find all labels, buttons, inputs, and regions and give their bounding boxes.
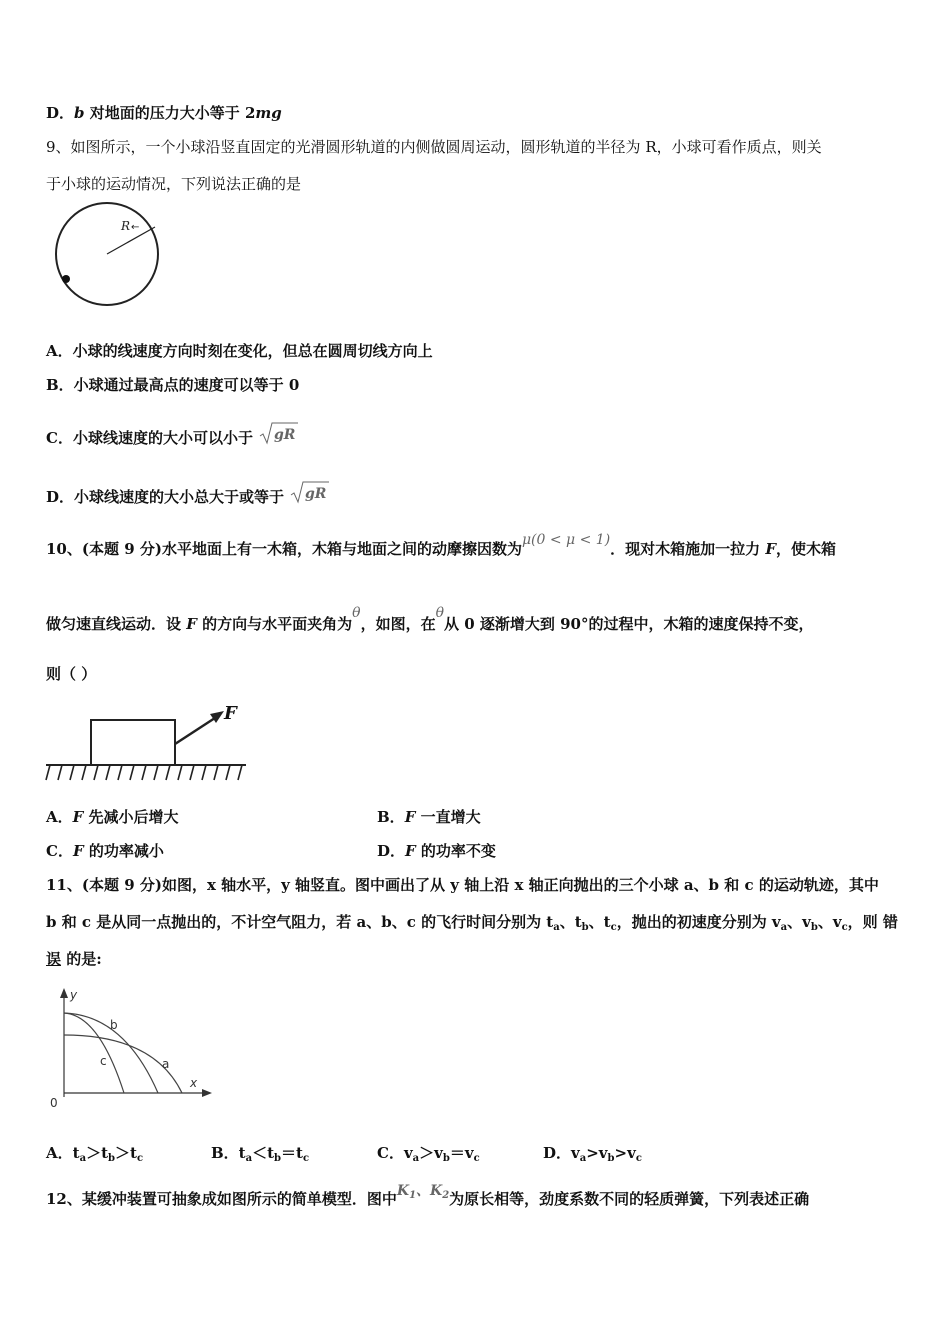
q10-wooden-box	[91, 720, 175, 765]
q9-ball	[62, 275, 70, 283]
q10-force-label: F	[224, 703, 237, 724]
q10-stem-line2: 做匀速直线运动．设 F 的方向与水平面夹角为θ，如图，在θ从 0 逐渐增大到 90°的过程中，木箱的速度保持不变，	[46, 605, 814, 633]
q9-option-c: C．小球线速度的大小可以小于 gR	[46, 421, 298, 448]
q10-option-d: D．F 的功率不变	[377, 842, 496, 860]
q8-option-d-italic: b	[74, 104, 85, 122]
q9-radius-arrow: ←	[131, 222, 140, 233]
svg-text:a: a	[162, 1057, 170, 1071]
q10-stem-line1: 10、(本题 9 分)水平地面上有一木箱，木箱与地面之间的动摩擦因数为μ(0 < μ < 1)．现对木箱施加一拉力 F，使木箱	[46, 532, 837, 558]
svg-text:0: 0	[50, 1096, 58, 1110]
q8-option-d: D．b 对地面的压力大小等于 2mg	[46, 104, 282, 122]
q11-option-b: B．$t_a<t_b=t_c$	[211, 1144, 310, 1164]
q10-force-arrow	[175, 716, 218, 744]
q11-trajectory-figure	[44, 985, 219, 1115]
q9-option-d: D．小球线速度的大小总大于或等于 gR	[46, 480, 329, 507]
q10-option-c: C．F 的功率减小	[46, 842, 164, 860]
q9-stem-line2: 于小球的运动情况，下列说法正确的是	[46, 175, 302, 193]
svg-text:gR: gR	[274, 427, 296, 443]
svg-text:gR: gR	[305, 486, 327, 502]
q11-stem-line2: b 和 c 是从同一点抛出的，不计空气阻力，若 a、b、c 的飞行时间分别为 $t_a$、$t_b$、$t_c$，抛出的初速度分别为 $v_a$、$v_b$、$v_c$，则 错	[46, 913, 898, 933]
svg-text:b: b	[110, 1018, 118, 1032]
q9-option-c-sqrt	[258, 421, 298, 447]
q11-stem-line1: 11、(本题 9 分)如图，x 轴水平，y 轴竖直。图中画出了从 y 轴上沿 x 轴正向抛出的三个小球 a、b 和 c 的运动轨迹，其中	[46, 876, 879, 894]
q9-option-d-sqrt	[289, 480, 329, 506]
q12-k-expression: $K_1$、$K_2$	[396, 1183, 450, 1201]
q11-stem-line3: 误 的是:	[46, 950, 102, 968]
q10-option-a: A．F 先减小后增大	[46, 808, 179, 826]
svg-text:c: c	[100, 1054, 107, 1068]
svg-text:y: y	[70, 988, 78, 1002]
q10-stem-line3: 则（ ）	[46, 665, 97, 683]
q9-option-a: A．小球的线速度方向时刻在变化，但总在圆周切线方向上	[46, 342, 433, 360]
q11-option-a: A．$t_a>t_b>t_c$	[46, 1144, 144, 1164]
q10-box-figure	[46, 700, 251, 786]
q9-circle-figure	[54, 203, 164, 309]
q10-mu-expression: μ(0 < μ < 1)	[521, 532, 611, 548]
q9-radius-label: R	[121, 219, 131, 233]
q10-option-b: B．F 一直增大	[377, 808, 481, 826]
q11-option-d: D．$v_a>v_b>v_c$	[543, 1144, 642, 1164]
q9-option-b: B．小球通过最高点的速度可以等于 0	[46, 376, 300, 394]
svg-text:x: x	[190, 1076, 198, 1090]
q11-option-c: C．$v_a>v_b=v_c$	[377, 1144, 480, 1164]
q9-stem-line1: 9、如图所示，一个小球沿竖直固定的光滑圆形轨道的内侧做圆周运动，圆形轨道的半径为 R，小球可看作质点，则关	[46, 138, 822, 156]
q10-ground-hatch	[46, 765, 242, 780]
q12-stem: 12、某缓冲装置可抽象成如图所示的简单模型．图中$K_1$、$K_2$为原长相等，劲度系数不同的轻质弹簧，下列表述正确	[46, 1183, 810, 1208]
